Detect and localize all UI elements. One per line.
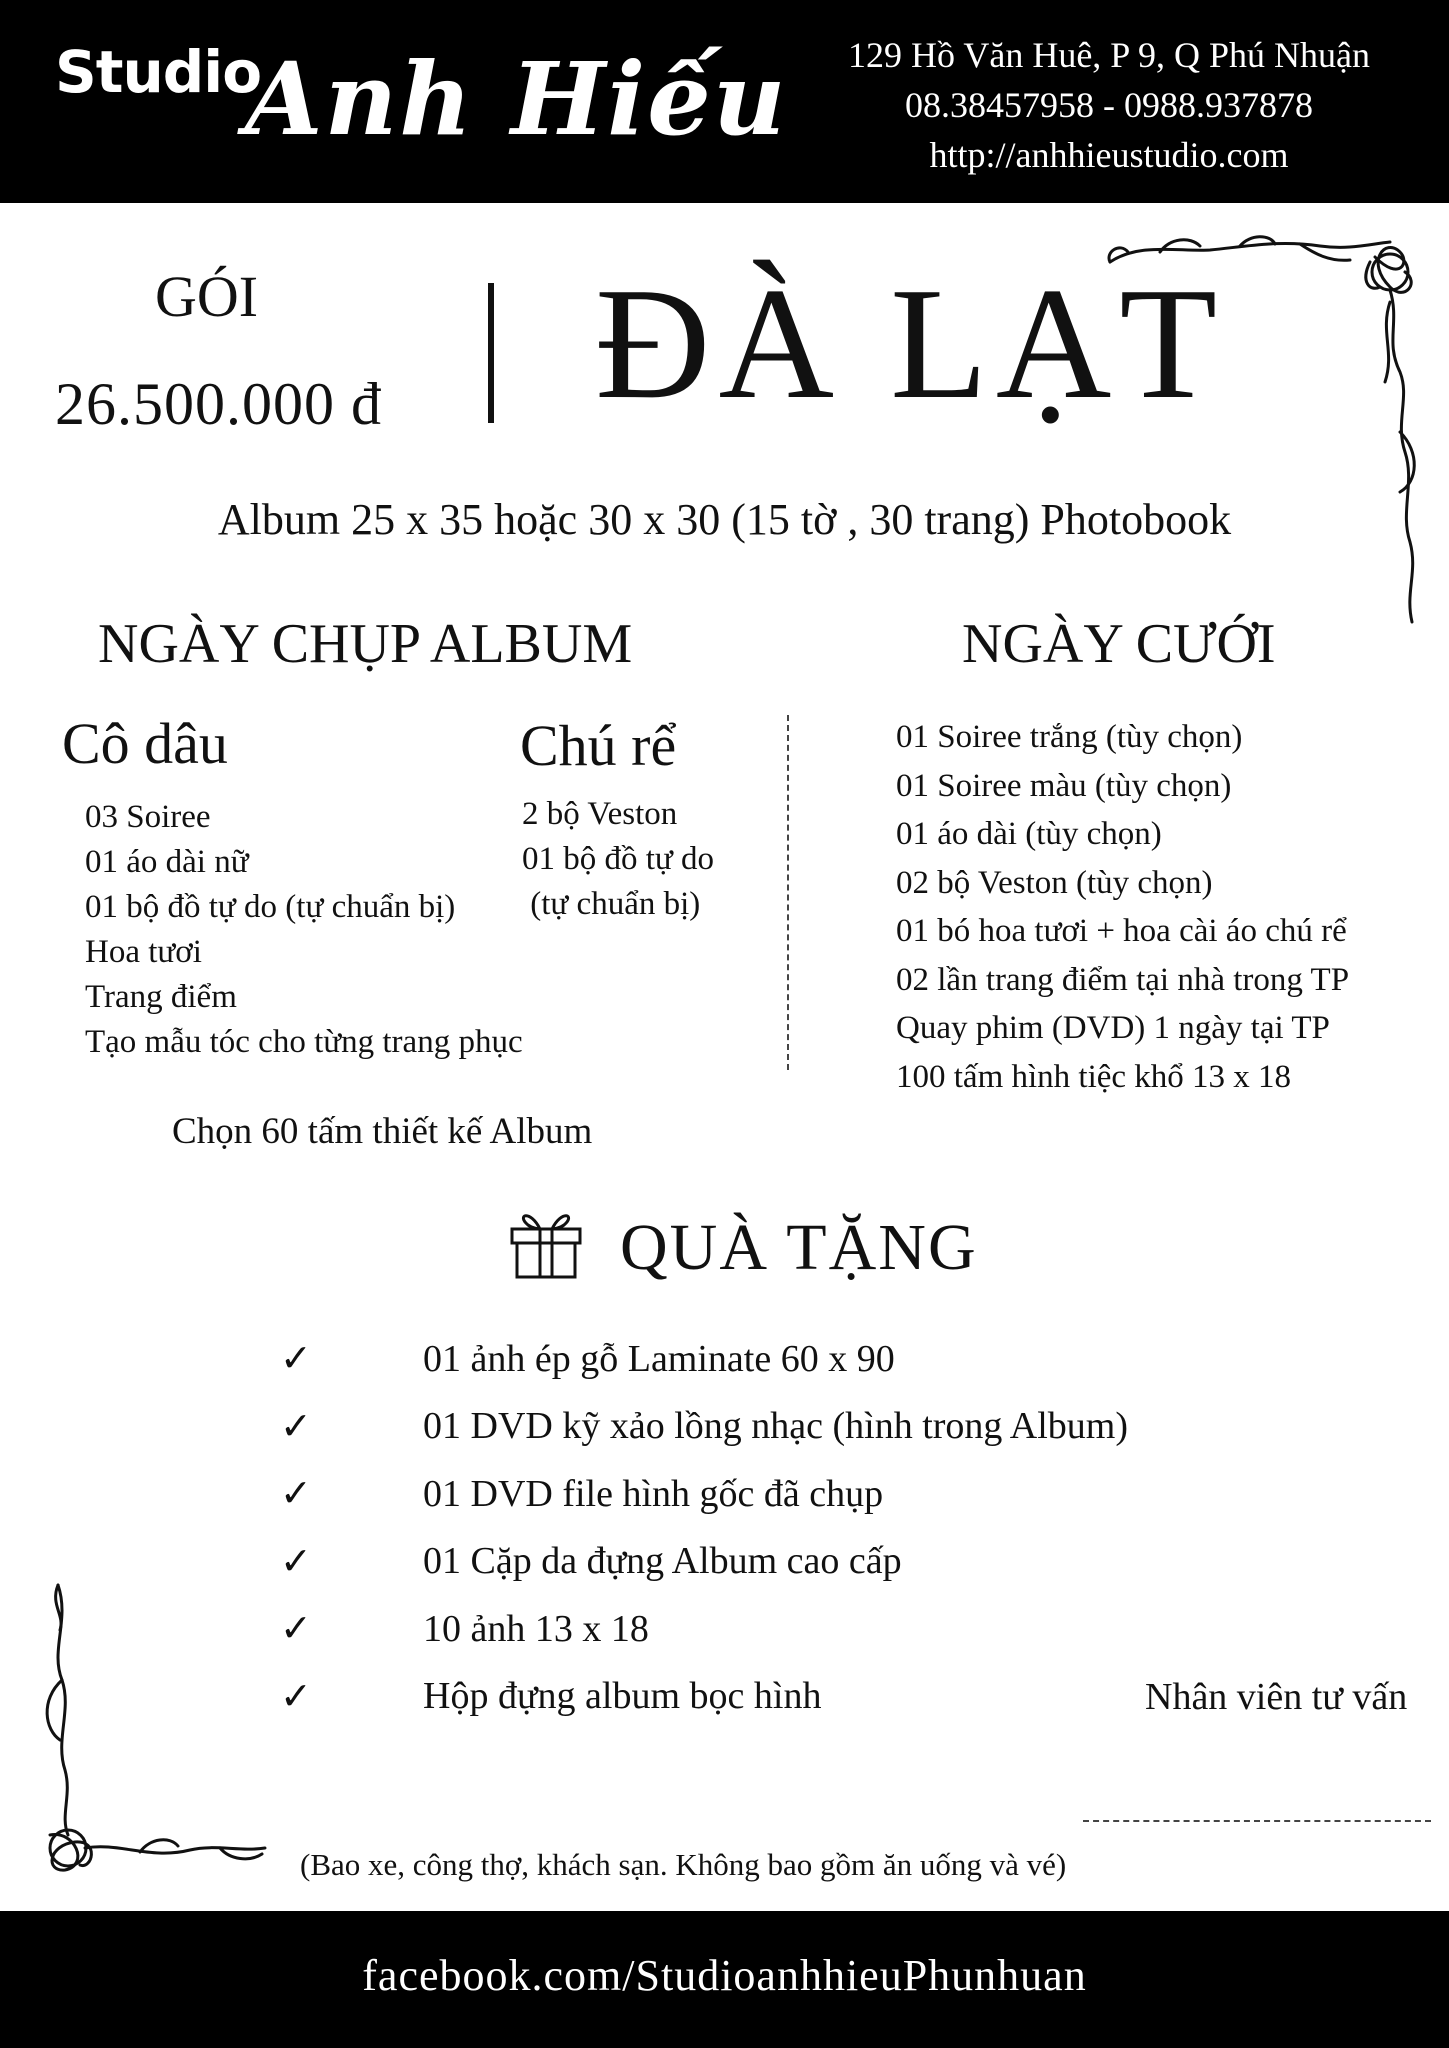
list-item — [280, 1460, 1128, 1528]
list-item: 02 bộ Veston (tùy chọn) — [896, 864, 1213, 901]
list-item: 01 bộ đồ tự do — [522, 841, 715, 877]
title-divider — [488, 283, 494, 423]
album-select-note: Chọn 60 tấm thiết kế Album — [172, 1111, 593, 1152]
list-item: 01 áo dài (tùy chọn) — [896, 816, 1162, 852]
list-item: 01 áo dài nữ — [85, 844, 249, 880]
package-name: ĐÀ LẠT — [595, 254, 1226, 432]
gift-item-label: 01 ảnh ép gỗ Laminate 60 x 90 — [423, 1337, 895, 1380]
address-text: 129 Hồ Văn Huê, P 9, Q Phú Nhuận — [848, 35, 1370, 75]
check-icon: ✓ — [280, 1473, 312, 1516]
list-item: 01 bộ đồ tự do (tự chuẩn bị) — [85, 889, 456, 925]
list-item — [280, 1595, 1128, 1663]
gift-item-label: 01 DVD file hình gốc đã chụp — [423, 1472, 884, 1515]
signature-line — [1083, 1820, 1431, 1822]
album-description: Album 25 x 35 hoặc 30 x 30 (15 tờ , 30 trang) Photobook — [217, 495, 1232, 544]
package-price: 26.500.000 đ — [55, 371, 382, 437]
check-icon: ✓ — [280, 1540, 312, 1583]
brand-name-logo: Anh Hiếu — [245, 40, 788, 158]
bride-heading: Cô dâu — [62, 711, 228, 776]
advisor-label: Nhân viên tư vấn — [1145, 1676, 1408, 1718]
list-item: 01 Soiree trắng (tùy chọn) — [896, 719, 1243, 755]
package-label: GÓI — [155, 264, 259, 329]
list-item: 03 Soiree — [85, 799, 211, 835]
corner-ornament-bottom-left-icon — [30, 1580, 280, 1880]
list-item: 01 Soiree màu (tùy chọn) — [896, 767, 1232, 804]
list-item — [280, 1393, 1128, 1461]
list-item: Trang điểm — [85, 979, 237, 1015]
gifts-list — [280, 1325, 1128, 1730]
list-item — [280, 1325, 1128, 1393]
package-note: (Bao xe, công thợ, khách sạn. Không bao gồm ăn uống và vé) — [300, 1847, 1067, 1882]
gift-item-label: 10 ảnh 13 x 18 — [423, 1607, 649, 1650]
contact-block — [799, 30, 1419, 180]
list-item: 100 tấm hình tiệc khổ 13 x 18 — [896, 1058, 1292, 1095]
list-item: 01 bó hoa tươi + hoa cài áo chú rể — [896, 913, 1347, 949]
gift-item-label: 01 Cặp da đựng Album cao cấp — [423, 1540, 902, 1583]
shoot-day-heading: NGÀY CHỤP ALBUM — [98, 613, 633, 675]
check-icon: ✓ — [280, 1338, 312, 1381]
check-icon: ✓ — [280, 1675, 312, 1718]
list-item: Tạo mẫu tóc cho từng trang phục — [85, 1024, 523, 1060]
gifts-heading: QUÀ TẶNG — [620, 1211, 978, 1284]
check-icon: ✓ — [280, 1608, 312, 1651]
list-item — [280, 1663, 1128, 1731]
wedding-list — [896, 713, 1349, 1101]
list-item: (tự chuẩn bị) — [522, 886, 701, 922]
facebook-link[interactable]: facebook.com/StudioanhhieuPhunhuan — [362, 1951, 1087, 2000]
list-item — [280, 1528, 1128, 1596]
column-divider — [787, 715, 789, 1070]
groom-list — [522, 792, 714, 927]
list-item: 2 bộ Veston — [522, 796, 678, 832]
phone-text: 08.38457958 - 0988.937878 — [905, 85, 1313, 125]
check-icon: ✓ — [280, 1405, 312, 1448]
groom-heading: Chú rể — [520, 713, 677, 778]
gift-item-label: Hộp đựng album bọc hình — [423, 1675, 822, 1718]
website-link[interactable]: http://anhhieustudio.com — [929, 135, 1289, 175]
bride-list — [85, 795, 523, 1065]
gift-item-label: 01 DVD kỹ xảo lồng nhạc (hình trong Album) — [423, 1405, 1129, 1448]
list-item: Quay phim (DVD) 1 ngày tại TP — [896, 1010, 1330, 1046]
list-item: Hoa tươi — [85, 934, 202, 970]
gift-icon — [508, 1205, 584, 1281]
list-item: 02 lần trang điểm tại nhà trong TP — [896, 961, 1350, 998]
brand-prefix: Studio — [55, 38, 262, 106]
wedding-day-heading: NGÀY CƯỚI — [962, 613, 1276, 675]
